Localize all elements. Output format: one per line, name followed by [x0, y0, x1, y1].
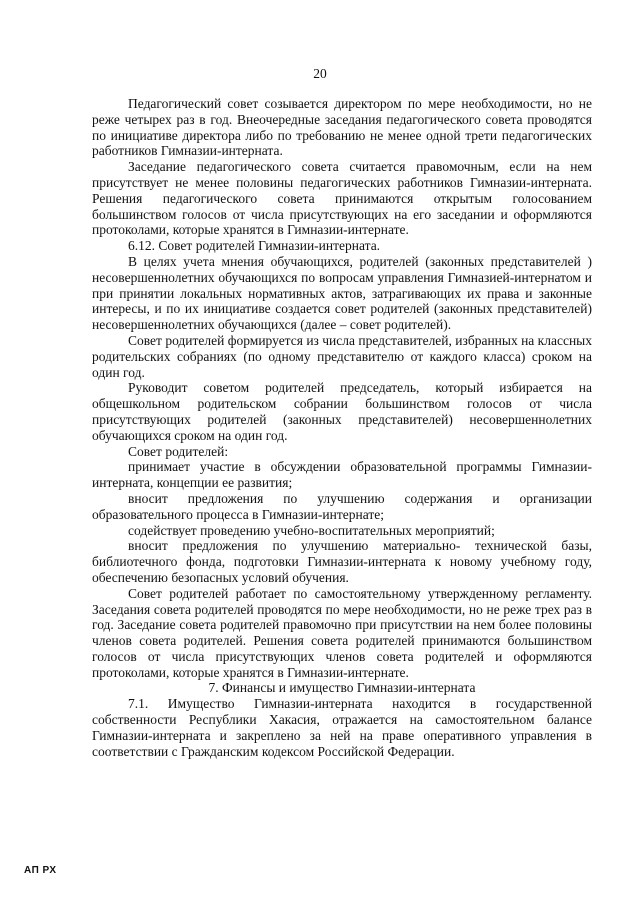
paragraph-parents-council-duties-intro: Совет родителей: [128, 443, 229, 459]
clause-heading-6-12: 6.12. Совет родителей Гимназии-интерната. [128, 238, 381, 254]
duty-item: содействует проведению учебно-воспитательных мероприятий; [128, 522, 495, 538]
duty-item: принимает участие в обсуждении образовательной программы Гимназии-интерната, концепции ее развития; [92, 459, 592, 491]
duty-item: вносит предложения по улучшению содержания и организации образовательного процесса в Гимназии-интернате; [92, 490, 592, 522]
paragraph-property-7-1: 7.1. Имущество Гимназии-интерната находится в государственной собственности Республики Хакасия, отражается на самостоятельном балансе Гимназии-интерната и закреплено за ней на праве оперативного управления в соответствии с Гражданским кодексом Российской Федерации. [92, 696, 592, 759]
paragraph-parents-council-chair: Руководит советом родителей председатель, который избирается на общешкольном родительском собрании большинством голосов от числа присутствующих родителей (законных представителей) несовершеннолетних обучающихся сроком на один год. [92, 380, 592, 443]
duty-item: вносит предложения по улучшению материально- технической базы, библиотечного фонда, подготовки Гимназии-интерната к новому учебному году, обеспечению безопасных условий обучения. [92, 538, 592, 585]
paragraph-parents-council-purpose: В целях учета мнения обучающихся, родителей (законных представителей ) несовершеннолетних обучающихся по вопросам управления Гимназией-интернатом и при принятии локальных нормативных актов, затрагивающих их права и законные интересы, и по их инициативе создается совет родителей (законных представителей) несовершеннолетних обучающихся (далее – совет родителей). [92, 253, 592, 333]
paragraph-ped-council-convening: Педагогический совет созывается директором по мере необходимости, но не реже четырех раз в год. Внеочередные заседания педагогического совета проводятся по инициативе директора либо по требованию не менее одной трети педагогических работников Гимназии-интерната. [92, 96, 592, 159]
page-number: 20 [313, 66, 327, 81]
archive-stamp-mark: АП РХ [24, 865, 57, 876]
paragraph-parents-council-formation: Совет родителей формируется из числа представителей, избранных на классных родительских собраниях (по одному представителю от каждого класса) сроком на один год. [92, 332, 592, 380]
document-body [92, 96, 592, 759]
section-title: 7. Финансы и имущество Гимназии-интерната [208, 680, 476, 696]
paragraph-parents-council-regulations: Совет родителей работает по самостоятельному утвержденному регламенту. Заседания совета родителей проводятся по мере необходимости, но не реже трех раз в год. Заседание совета родителей правомочно при присутствии на нем более половины членов совета родителей. Решения совета родителей принимаются большинством голосов от числа присутствующих членов совета родителей и оформляются протоколами, которые хранятся в Гимназии-интернате. [92, 585, 592, 680]
paragraph-ped-council-quorum: Заседание педагогического совета считается правомочным, если на нем присутствует не менее половины педагогических работников Гимназии-интерната. Решения педагогического совета принимаются открытым голосованием большинством голосов от числа присутствующих на его заседании и оформляются протоколами, которые хранятся в Гимназии-интернате. [92, 159, 592, 238]
